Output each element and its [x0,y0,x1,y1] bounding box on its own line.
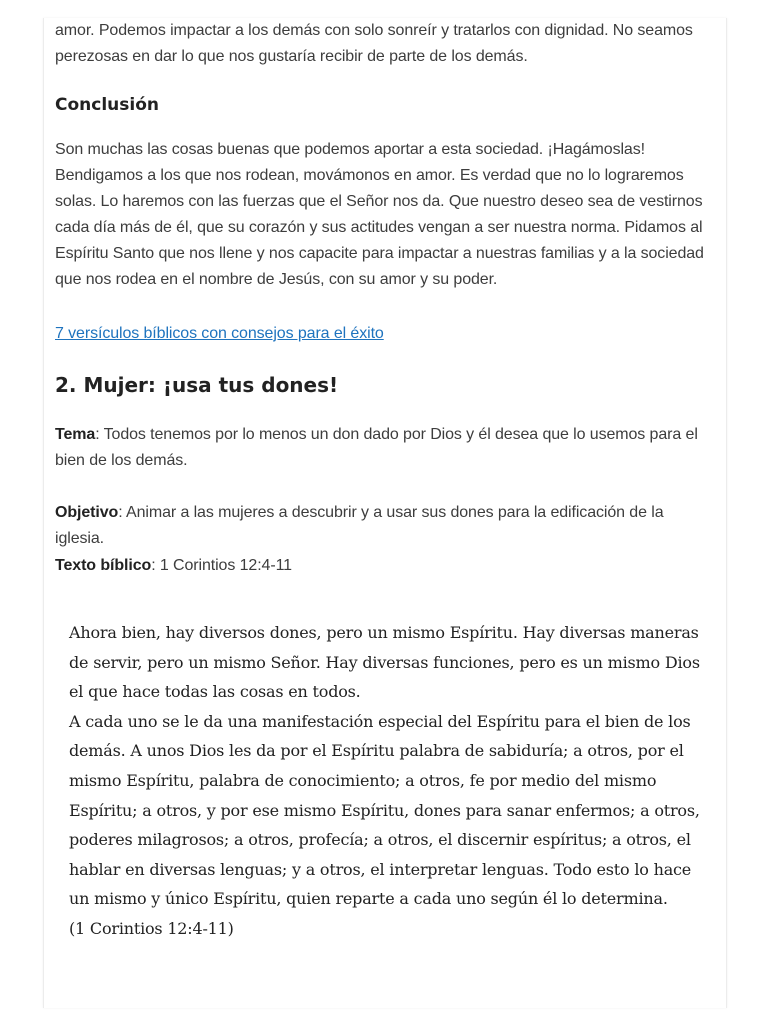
objetivo-label: Objetivo [55,504,119,521]
objetivo-paragraph [55,500,715,552]
tema-label: Tema [55,426,96,443]
texto-biblico-label: Texto bíblico [55,557,152,574]
tema-text: : Todos tenemos por lo menos un don dado por Dios y él desea que lo usemos para el bien de los demás. [55,426,698,469]
related-article-link[interactable]: 7 versículos bíblicos con consejos para el éxito [55,325,384,342]
quote-paragraph-2: A cada uno se le da una manifestación especial del Espíritu para el bien de los demás. A unos Dios les da por el Espíritu palabra de sabiduría; a otros, por el mismo Espíritu, palabra de conocimiento; a otros, fe por medio del mismo Espíritu; a otros, y por ese mismo Espíritu, dones para sanar enfermos; a otros, poderes milagrosos; a otros, profecía; a otros, el discernir espíritus; a otros, el hablar en diversas lenguas; y a otros, el interpretar lenguas. Todo esto lo hace un mismo y único Espíritu, quien reparte a cada uno según él lo determina. [69,711,700,909]
conclusion-paragraph: Son muchas las cosas buenas que podemos aportar a esta sociedad. ¡Hagámoslas! Bendigamos a los que nos rodean, movámonos en amor. Es verdad que no lo lograremos solas. Lo haremos con las fuerzas que el Señor nos da. Que nuestro deseo sea de vestirnos cada día más de él, que su corazón y sus actitudes vengan a ser nuestra norma. Pidamos al Espíritu Santo que nos llene y nos capacite para impactar a nuestras familias y a la sociedad que nos rodea en el nombre de Jesús, con su amor y su poder. [55,141,704,288]
texto-biblico-text: : 1 Corintios 12:4-11 [151,557,292,574]
conclusion-heading: Conclusión [55,95,159,115]
intro-paragraph: amor. Podemos impactar a los demás con solo sonreír y tratarlos con dignidad. No seamos perezosas en dar lo que nos gustaría recibir de parte de los demás. [55,22,693,65]
tema-paragraph [55,422,715,474]
objetivo-text: : Animar a las mujeres a descubrir y a usar sus dones para la edificación de la iglesia. [55,504,664,547]
quote-reference: (1 Corintios 12:4-11) [69,918,234,938]
bible-quote [69,618,709,944]
texto-biblico-paragraph [55,553,715,579]
quote-paragraph-1: Ahora bien, hay diversos dones, pero un mismo Espíritu. Hay diversas maneras de servir, pero un mismo Señor. Hay diversas funciones, pero es un mismo Dios el que hace todas las cosas en todos. [69,623,700,702]
section-heading: 2. Mujer: ¡usa tus dones! [55,373,339,397]
